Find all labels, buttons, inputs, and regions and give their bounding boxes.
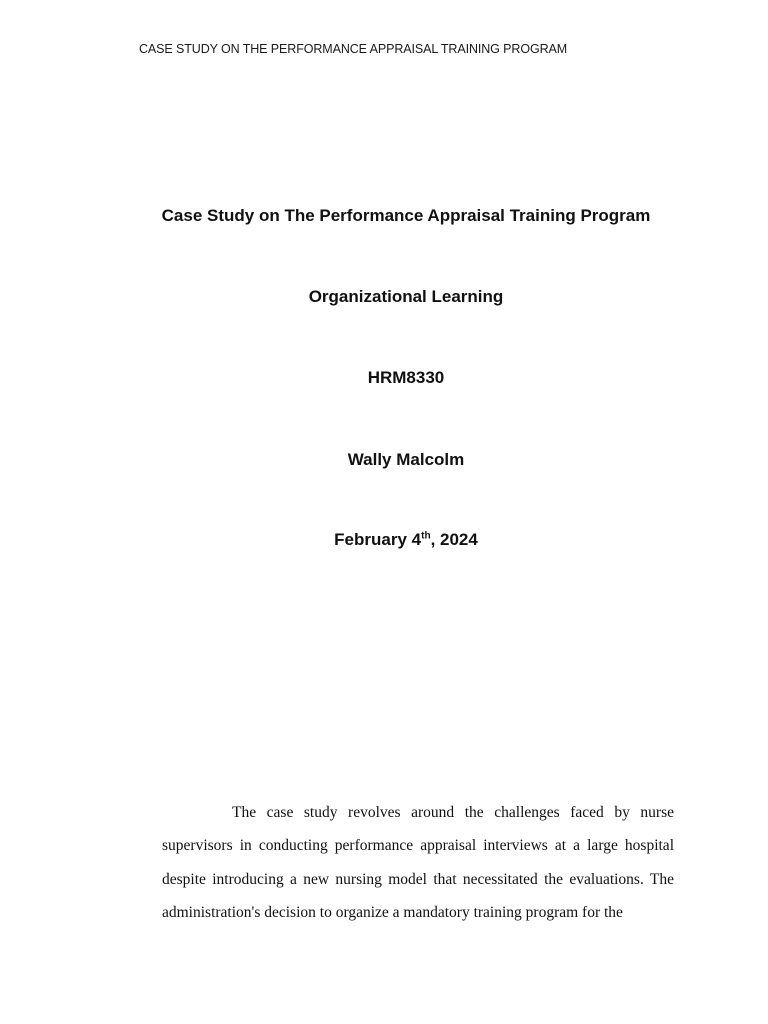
body-paragraph: The case study revolves around the challenges faced by nurse supervisors in conducting performance appraisal interviews at a large hospital despite introducing a new nursing model that necessitated the evaluations. The administration's decision to organize a mandatory training program for the (162, 803, 674, 922)
course-code: HRM8330 (367, 368, 445, 387)
paper-title: Case Study on The Performance Appraisal Training Program (161, 206, 651, 225)
running-head: CASE STUDY ON THE PERFORMANCE APPRAISAL TRAINING PROGRAM (139, 42, 568, 56)
author-name: Wally Malcolm (347, 450, 465, 469)
date-suffix: , 2024 (430, 530, 478, 549)
date-prefix: February 4 (334, 530, 422, 549)
course-name: Organizational Learning (308, 287, 504, 306)
date-superscript: th (421, 530, 431, 542)
submission-date (22, 530, 768, 550)
